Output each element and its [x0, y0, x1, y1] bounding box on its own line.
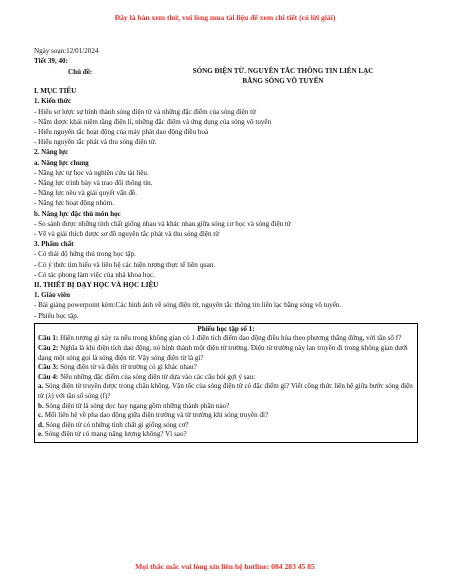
subquestion-text: Sóng điện từ là sóng dọc hay ngang gồm những thành phần nào? [43, 401, 230, 410]
subquestion-label: e. [38, 430, 43, 439]
subsection-heading: 1. Kiến thức [34, 97, 72, 106]
subsection-heading: b. Năng lực đặc thù môn học [34, 209, 121, 218]
list-item: - Nắm được khái niệm tầng điện li, những đặc điểm và ứng dụng của sóng vô tuyến [34, 117, 272, 126]
section-heading: II. THIẾT BỊ DẠY HỌC VÀ HỌC LIỆU [34, 281, 159, 290]
question-text: Nêu những đặc điểm của sóng điện từ dựa vào các câu hỏi gợi ý sau: [58, 372, 256, 381]
document-body [34, 46, 418, 443]
list-item: - Năng lực hoạt động nhóm. [34, 199, 114, 208]
list-item: - So sánh được những tính chất giống nhau và khác nhau giữa sóng cơ học và sóng điện từ [34, 219, 291, 228]
question-label: Câu 2: [38, 344, 59, 353]
list-item: - Vẽ và giải thích được sơ đồ nguyên tắc phát và thu sóng điện từ [34, 230, 220, 239]
list-item: - Hiểu sơ lược sự hình thành sóng điện từ và những đặc điểm của sóng điện từ [34, 107, 256, 116]
list-item: - Phiếu học tập. [34, 311, 79, 320]
worksheet-question [38, 334, 414, 344]
date-line: Ngày soạn:12/01/2024 [34, 47, 99, 55]
worksheet-subquestion [38, 411, 414, 421]
list-item: - Hiểu nguyên tắc phát và thu sóng điện từ. [34, 138, 157, 147]
question-label: Câu 1: [38, 334, 59, 343]
list-item: - Năng lực trình bày và trao đổi thông tin. [34, 179, 153, 188]
lesson-line: Tiết 39, 40: [34, 57, 68, 66]
subsection-heading: a. Năng lực chung [34, 158, 89, 167]
subquestion-text: Sóng điện từ có mang năng lượng không? Vì sao? [42, 430, 187, 439]
subquestion-label: d. [38, 420, 44, 429]
topic-title-line-1: SÓNG ĐIỆN TỪ. NGUYÊN TẮC THÔNG TIN LIÊN LẠC [192, 67, 374, 76]
question-text: Sóng điện từ và điện từ trường có gì khác nhau? [58, 363, 197, 372]
question-label: Câu 3: [38, 363, 59, 372]
list-item: - Có ý thức tìm hiểu và liên hệ các hiện tượng thực tế liên quan. [34, 260, 216, 269]
preview-banner: Đây là bản xem thử, vui lòng mua tài liệu để xem chi tiết (có lời giải) [114, 13, 336, 22]
worksheet-box [34, 323, 418, 443]
subquestion-label: a. [38, 382, 44, 391]
worksheet-question [38, 373, 414, 383]
subquestion-label: c. [38, 411, 43, 420]
subsection-heading: 3. Phẩm chất [34, 240, 74, 249]
list-item: - Bài giảng powerpoint kèm:Các hình ảnh về sóng điện từ, nguyên tắc thông tin liên lạc bằng sóng vô tuyến. [34, 301, 342, 310]
subquestion-text: Sóng điện từ có những tính chất gì giống sóng cơ? [43, 420, 189, 429]
list-item: - Năng lực nêu và giải quyết vấn đề. [34, 189, 137, 198]
list-item: - Có thái độ hứng thú trong học tập. [34, 250, 136, 259]
worksheet-subquestion [38, 430, 414, 440]
worksheet-subquestion [38, 421, 414, 431]
subsection-heading: 1. Giáo viên [34, 291, 71, 300]
worksheet-question [38, 363, 414, 373]
worksheet-heading: Phiếu học tập số 1: [197, 324, 255, 333]
list-item: - Năng lực tự học và nghiên cứu tài liệu. [34, 168, 149, 177]
topic-label: Chủ đề: [68, 68, 93, 77]
list-item: - Hiểu nguyên tắc hoạt động của máy phát dao động điều hoà [34, 128, 209, 137]
subquestion-text: Sóng điện từ truyền được trong chân không. Vận tốc của sóng điện từ có đặc điểm gì? Viết công thức liên hệ giữa bước sóng điện từ (λ) với tần số sóng (f)? [38, 382, 413, 401]
subsection-heading: 2. Năng lực [34, 148, 69, 157]
topic-row [34, 67, 418, 86]
subquestion-text: Mối liên hệ về pha dao động giữa điện trường và từ trường khi sóng truyền đi? [42, 411, 269, 420]
worksheet-question [38, 344, 414, 363]
list-item: - Có tác phong làm việc của nhà khoa học. [34, 270, 155, 279]
worksheet-subquestion [38, 382, 414, 401]
worksheet-subquestion [38, 402, 414, 412]
question-text: Hiện tượng gì xảy ra nếu trong không gian có 1 điện tích điểm dao động điều hòa theo phương thẳng đứng, với tần số f? [58, 334, 402, 343]
topic-title [148, 67, 418, 86]
hotline-banner: Mọi thắc mắc vui lòng xin liên hệ hotline: 084 283 45 85 [135, 562, 315, 571]
question-label: Câu 4: [38, 372, 59, 381]
subquestion-label: b. [38, 401, 44, 410]
question-text: Nghĩa là khi điện tích dao động, nó hình thành một điện từ trường. Điện từ trường này lan truyền đi trong không gian dưới dạng một sóng gọi là sóng điện từ. Vậy sóng điện từ là gì? [38, 344, 408, 362]
topic-title-line-2: BẰNG SÓNG VÔ TUYẾN [242, 76, 324, 85]
section-heading: I. MỤC TIÊU [34, 87, 77, 96]
